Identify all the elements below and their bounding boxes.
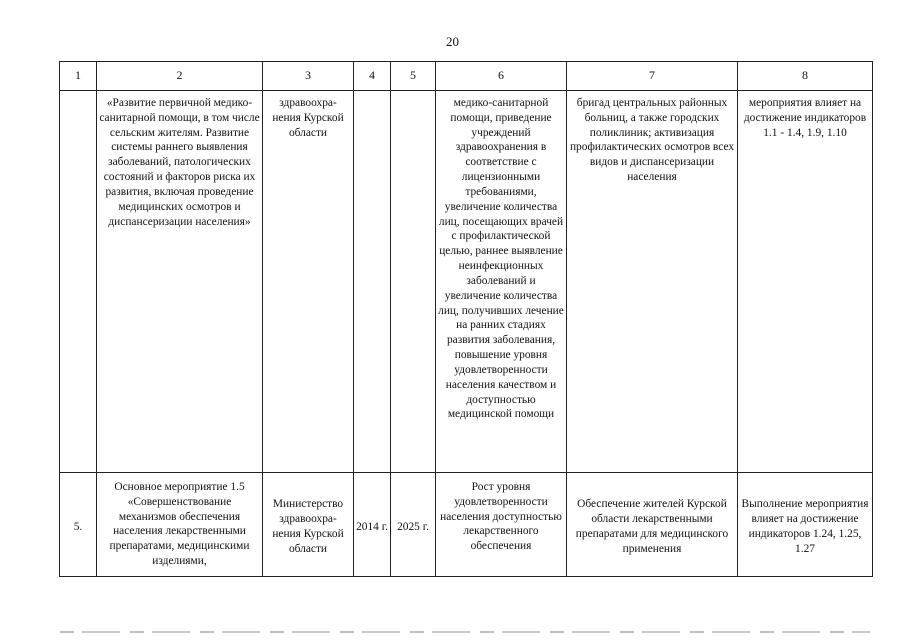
- row-a-executor-cell: здравоохра-нения Курской области: [263, 91, 354, 473]
- row-a-expected-result-cell: медико-санитарной помощи, приведение учреждений здравоохранения в соответствие с лицензионными требованиями, увеличение количества лиц, посещающих врачей с профилактической целью, раннее выявление неинфекционных заболеваний и увеличение количества лиц, получивших лечение на ранних стадиях развития заболевания, повышение уровня удовлетворенности населения качеством и доступностью медицинской помощи: [436, 91, 567, 473]
- row-a-main-directions-cell: бригад центральных районных больниц, а также городских поликлиник; активизация профилактических осмотров всех видов и диспансеризации населения: [567, 91, 738, 473]
- row-b-executor-cell: Министерство здравоохра-нения Курской области: [263, 473, 354, 577]
- row-a-event-name-cell: «Развитие первичной медико-санитарной помощи, в том числе сельским жителям. Развитие системы раннего выявления заболеваний, патологических состояний и факторов риска их развития, включая проведение медицинских осмотров и диспансеризации населения»: [97, 91, 263, 473]
- header-row: [60, 62, 873, 91]
- header-col-4: 4: [354, 62, 391, 91]
- row-a-start-cell: [354, 91, 391, 473]
- header-col-7: 7: [567, 62, 738, 91]
- row-a-end-cell: [391, 91, 436, 473]
- table-row: [60, 473, 873, 577]
- row-a-number-cell: [60, 91, 97, 473]
- row-b-end-cell: 2025 г.: [391, 473, 436, 577]
- row-b-indicators-cell: Выполнение мероприятия влияет на достижение индикаторов 1.24, 1.25, 1.27: [738, 473, 873, 577]
- program-table: [59, 61, 873, 577]
- row-b-number-cell: 5.: [60, 473, 97, 577]
- header-col-6: 6: [436, 62, 567, 91]
- row-b-start-cell: 2014 г.: [354, 473, 391, 577]
- header-col-5: 5: [391, 62, 436, 91]
- row-b-event-name-cell: Основное мероприятие 1.5 «Совершенствование механизмов обеспечения населения лекарственными препаратами, медицинскими изделиями,: [97, 473, 263, 577]
- header-col-2: 2: [97, 62, 263, 91]
- header-col-8: 8: [738, 62, 873, 91]
- row-a-indicators-cell: мероприятия влияет на достижение индикаторов 1.1 - 1.4, 1.9, 1.10: [738, 91, 873, 473]
- row-b-expected-result-cell: Рост уровня удовлетворенности населения доступностью лекарственного обеспечения: [436, 473, 567, 577]
- row-b-main-directions-cell: Обеспечение жителей Курской области лекарственными препаратами для медицинского применения: [567, 473, 738, 577]
- scan-artifact-line: [60, 631, 870, 633]
- header-col-1: 1: [60, 62, 97, 91]
- page-number: 20: [446, 34, 459, 49]
- header-col-3: 3: [263, 62, 354, 91]
- table-row: [60, 91, 873, 473]
